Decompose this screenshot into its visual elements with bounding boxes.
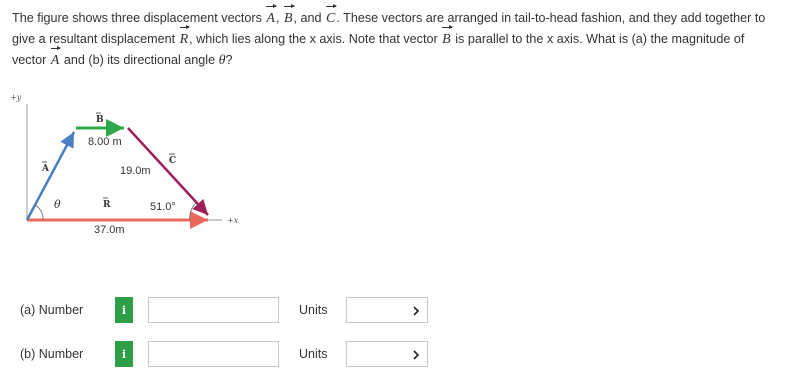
info-icon[interactable]: i bbox=[115, 297, 133, 323]
theta-arc bbox=[35, 205, 43, 220]
answer-a-units-label: Units bbox=[299, 303, 328, 317]
svg-text:R: R bbox=[103, 200, 111, 210]
answer-a-number-input[interactable] bbox=[148, 297, 279, 323]
label-a bbox=[41, 162, 50, 174]
angle-theta-label: θ bbox=[54, 198, 61, 211]
answer-row-b bbox=[0, 341, 790, 369]
vector-r-symbol: R bbox=[179, 29, 190, 50]
label-r bbox=[103, 198, 111, 210]
vector-b-symbol: B bbox=[283, 8, 294, 29]
angle-c-label: 51.0° bbox=[150, 201, 176, 213]
svg-text:C: C bbox=[169, 156, 177, 166]
answer-a-label: (a) Number bbox=[20, 303, 84, 317]
vector-diagram bbox=[0, 88, 260, 248]
answer-b-label: (b) Number bbox=[20, 347, 84, 361]
vector-a-symbol: A bbox=[50, 50, 61, 71]
label-c bbox=[169, 154, 176, 166]
c-magnitude: 19.0m bbox=[120, 165, 151, 177]
theta-symbol: θ bbox=[218, 53, 226, 68]
angle-c-arc bbox=[190, 203, 196, 220]
svg-text:A: A bbox=[42, 164, 49, 174]
vector-a-arrow bbox=[27, 132, 74, 220]
vector-b-symbol: B bbox=[441, 29, 452, 50]
answer-b-number-input[interactable] bbox=[148, 341, 279, 367]
x-axis-label: +x bbox=[227, 216, 239, 225]
label-b bbox=[96, 113, 104, 125]
answer-a-units-select[interactable] bbox=[346, 297, 428, 323]
b-magnitude: 8.00 m bbox=[88, 136, 122, 148]
info-icon[interactable]: i bbox=[115, 341, 133, 367]
svg-text:B: B bbox=[96, 115, 104, 125]
vector-a-symbol: A bbox=[265, 8, 276, 29]
answer-b-units-label: Units bbox=[299, 347, 328, 361]
answer-row-a bbox=[0, 297, 790, 325]
answer-b-units-select[interactable] bbox=[346, 341, 428, 367]
question-text: The figure shows three displacement vectors A, B, and C. These vectors are arranged in tail-to-head fashion, and they add together to give a resultant displacement R, which lies along the x axis. Note that vector B is parallel to the x axis. What is (a) the magnitude of vector A and (b) its directional angle θ? bbox=[12, 8, 782, 71]
chevron-down-icon bbox=[411, 349, 421, 361]
y-axis-label: +y bbox=[10, 93, 22, 102]
r-magnitude: 37.0m bbox=[94, 224, 125, 236]
chevron-down-icon bbox=[411, 305, 421, 317]
vector-c-symbol: C bbox=[325, 8, 336, 29]
